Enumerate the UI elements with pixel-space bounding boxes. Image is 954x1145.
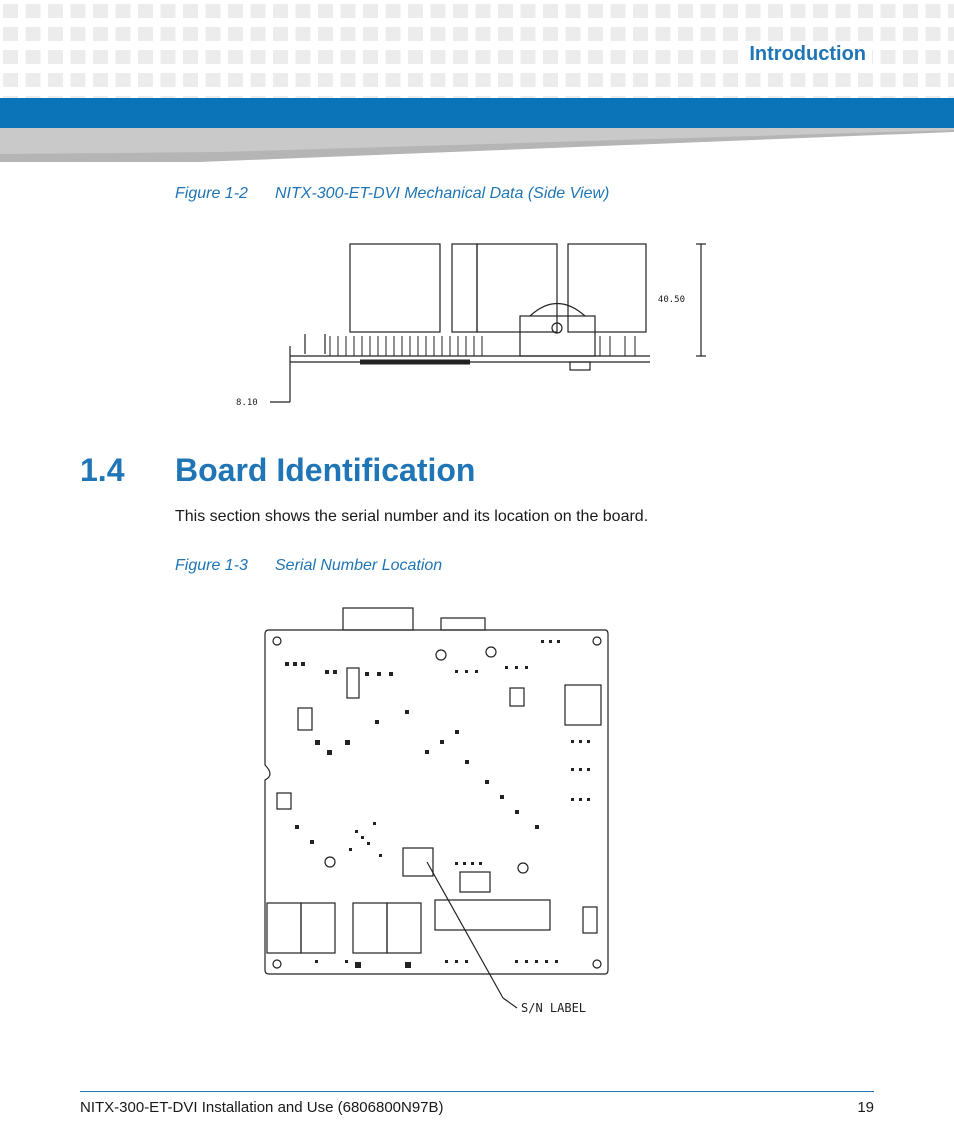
header-grey-swoosh [0, 128, 954, 164]
side-view-drawing [230, 236, 720, 414]
footer-page-number: 19 [857, 1099, 874, 1116]
section-number: 1.4 [80, 452, 125, 488]
figure-1-3-title: Serial Number Location [275, 557, 443, 574]
header-blue-bar [0, 98, 954, 128]
board-top-view-drawing [255, 600, 615, 1015]
figure-1-3-caption [175, 557, 442, 575]
figure-1-2-caption [175, 185, 609, 203]
body-paragraph: This section shows the serial number and its location on the board. [175, 508, 649, 525]
figure-1-2-number: Figure 1-2 [175, 185, 248, 202]
chapter-title: Introduction [743, 43, 872, 66]
figure-1-2-title: NITX-300-ET-DVI Mechanical Data (Side View) [275, 185, 610, 202]
figure-1-3-number: Figure 1-3 [175, 557, 248, 574]
section-heading [80, 452, 475, 489]
dim-height-label: 40.50 [657, 295, 685, 305]
sn-label-text: S/N LABEL [521, 1001, 587, 1015]
section-title: Board Identification [175, 452, 476, 488]
footer-rule [80, 1091, 874, 1092]
footer-doc-title: NITX-300-ET-DVI Installation and Use (6806800N97B) [80, 1099, 444, 1116]
dim-bottom-label: 8.10 [236, 398, 258, 408]
